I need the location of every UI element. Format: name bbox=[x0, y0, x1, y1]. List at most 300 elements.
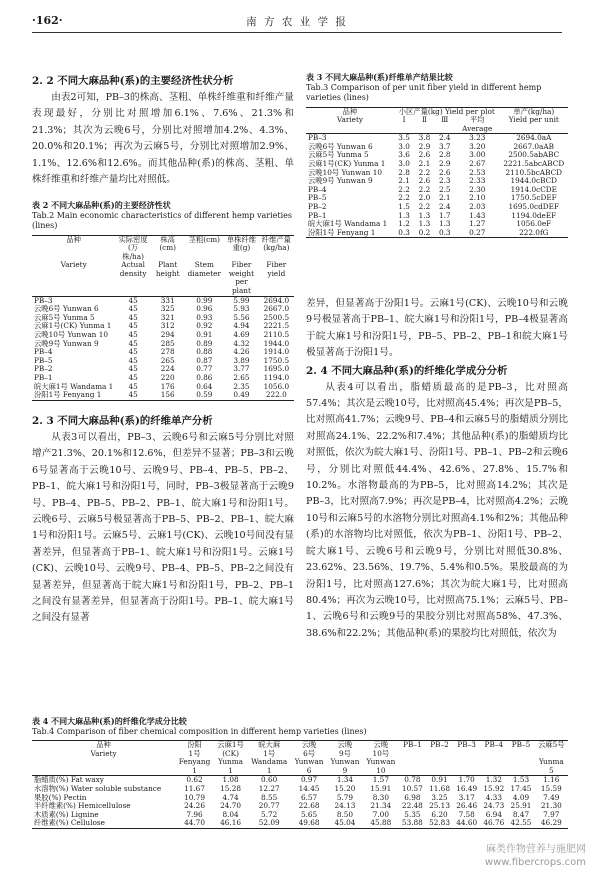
table-cell: 52.09 bbox=[247, 819, 291, 828]
table-cell: 云晚10号 Yunwan 10 bbox=[308, 167, 382, 177]
table-cell: 15.59 bbox=[540, 783, 562, 793]
table-cell: 222.0fG bbox=[500, 229, 568, 238]
table-cell: 0.27 bbox=[455, 229, 500, 238]
table-header-cell: PB–5 bbox=[507, 741, 534, 750]
table-cell: 45 bbox=[128, 364, 138, 374]
paragraph: 从表4可以看出，脂蜡质最高的是PB–3，比对照高57.4%；其次是云晚10号，比对照高45.4%；再次是PB–5，比对照高41.7%；云晚9号、PB–4和云麻5号的脂蜡质分别比对照高24.1%、22.2%和7.4%；其他品种(系)的脂蜡质均比对照低，依次为皖大麻1号、汾阳1号、PB–1、PB–2和云晚6号，分别比对照低44.4%、42.6%、27.8%、15.7%和10.2%。水溶物最高的为PB–5，比对照高14.2%；其次是PB–3，比对照高7.9%；再次是PB–4，比对照高4.2%；云晚10号和云麻5号的水溶物分别比对照高4.1%和2%；其他品种(系)的水溶物均比对照低，依次为PB–1、汾阳1号、PB–2、皖大麻1号、云晚6号和云晚9号，分别比对照低30.8%、23.62%、23.56%、19.7%、5.4%和0.5%。果胶最高的为汾阳1号，比对照高127.6%；其次为皖大麻1号，比对照高80.4%；再次为云晚10号，比对照高75.1%；云麻5号、PB–1、云晚6号和云晚9号的果胶分别比对照高58%、47.3%、38.6%和22.2%；其他品种(系)的果胶均比对照低，依次为 bbox=[306, 381, 568, 639]
table-cell: 11.67 bbox=[184, 783, 205, 793]
table-cell: 2.5 bbox=[438, 184, 451, 194]
table-4 bbox=[32, 740, 568, 829]
table-cell: 0.49 bbox=[224, 391, 259, 400]
table-cell: 4.74 bbox=[222, 792, 239, 802]
table-cell: 2.1 bbox=[418, 159, 431, 169]
table-cell: 3.7 bbox=[438, 141, 451, 151]
table-cell: 22.68 bbox=[298, 801, 320, 811]
table-cell: 3.8 bbox=[414, 134, 434, 143]
table-header-cell: 品种 bbox=[306, 107, 394, 116]
right-column-text bbox=[306, 296, 568, 642]
table-2-block bbox=[32, 200, 294, 401]
table-cell: 2.67 bbox=[469, 159, 486, 169]
table-header-cell bbox=[507, 750, 534, 759]
table-cell: 45 bbox=[128, 321, 138, 331]
table-row bbox=[32, 235, 294, 261]
table-cell: 0.77 bbox=[196, 364, 213, 374]
table-cell: PB–5 bbox=[34, 355, 53, 365]
table-cell: 2221.5abcABCD bbox=[503, 159, 565, 169]
table-cell: 25.91 bbox=[510, 801, 532, 811]
table-header-cell: 纤维产量(kg/ha) bbox=[259, 235, 294, 261]
table-cell: 云晚9号 Yunwan 9 bbox=[34, 338, 99, 348]
table-cell: 45 bbox=[128, 381, 138, 391]
table-cell: 1.32 bbox=[480, 776, 507, 785]
table-cell: 1.3 bbox=[398, 210, 410, 220]
table-cell: 6.20 bbox=[431, 809, 448, 819]
table-cell: 云麻1号(CK) Yunma 1 bbox=[34, 321, 112, 331]
table-cell: 24.26 bbox=[184, 801, 205, 811]
table-cell: 0.96 bbox=[196, 304, 213, 314]
table-header-cell: 小区产量(kg) Yield per plot bbox=[394, 107, 500, 116]
table-header-cell: Variety bbox=[60, 260, 87, 270]
table-cell: 5.56 bbox=[233, 312, 250, 322]
section-2-3 bbox=[32, 412, 294, 627]
table-cell: 25.13 bbox=[429, 801, 450, 811]
page-number: ·162· bbox=[32, 14, 63, 27]
table-header-cell: Average bbox=[462, 123, 493, 133]
table-header-cell: Yunwan bbox=[294, 757, 324, 767]
table-cell: 2.8 bbox=[398, 167, 410, 177]
table-cell: 1.2 bbox=[398, 219, 410, 229]
table-cell: 4.94 bbox=[233, 321, 250, 331]
table-cell: 果胶(%) Pectin bbox=[34, 792, 87, 802]
table-header-cell: Ⅰ bbox=[402, 115, 406, 125]
table-row bbox=[32, 819, 568, 828]
table-header-cell: 云麻1号 bbox=[214, 741, 247, 750]
table-cell: 1695.0 bbox=[263, 364, 290, 374]
table-cell: 云晚10号 Yunwan 10 bbox=[34, 330, 108, 340]
table-2 bbox=[32, 235, 294, 401]
table-cell: 1.57 bbox=[363, 776, 399, 785]
table-cell: 45 bbox=[128, 338, 138, 348]
table-cell: 21.34 bbox=[370, 801, 392, 811]
table-cell: 1056.0 bbox=[263, 381, 290, 391]
table-header-cell: 5 bbox=[548, 765, 554, 775]
table-cell: 5.99 bbox=[224, 296, 259, 305]
table-header-cell bbox=[399, 750, 426, 759]
table-cell: 云麻5号 Yunma 5 bbox=[308, 150, 369, 160]
table-cell: 46.76 bbox=[480, 819, 507, 828]
table-cell: 1695.0cdDEF bbox=[508, 202, 560, 212]
table-3 bbox=[306, 107, 568, 239]
table-cell: 云晚6号 Yunwan 6 bbox=[308, 141, 373, 151]
table-header-cell: Yunma bbox=[538, 757, 564, 767]
table-cell: 224 bbox=[160, 364, 175, 374]
table-row bbox=[306, 229, 568, 238]
table-cell: 木质素(%) Lignine bbox=[34, 809, 99, 819]
section-heading: 2. 2 不同大麻品种(系)的主要经济性状分析 bbox=[32, 75, 234, 87]
table-header-cell bbox=[453, 750, 480, 759]
table-cell: 1914.0cCDE bbox=[510, 184, 557, 194]
table-cell: 321 bbox=[160, 312, 175, 322]
table-cell: 24.13 bbox=[334, 801, 356, 811]
table-cell: 1.53 bbox=[507, 776, 534, 785]
table-cell: 45 bbox=[128, 330, 138, 340]
table-cell: 45 bbox=[128, 304, 138, 314]
table-header-cell: Ⅱ bbox=[421, 115, 427, 125]
table-cell: 2.2 bbox=[418, 184, 431, 194]
table-cell: 15.91 bbox=[370, 783, 392, 793]
table-cell: 4.09 bbox=[512, 792, 530, 802]
table-header-cell: 6号 bbox=[303, 748, 316, 758]
table-header-cell: 茎粗(cm) bbox=[184, 235, 224, 261]
section-2-2 bbox=[32, 72, 294, 188]
table-cell: 2.8 bbox=[438, 150, 451, 160]
table-4-block bbox=[32, 716, 568, 829]
table-cell: 皖大麻1号 Wandama 1 bbox=[308, 219, 388, 229]
table-cell: 7.00 bbox=[372, 809, 389, 819]
table-cell: 1.08 bbox=[214, 776, 247, 785]
table-cell: PB–4 bbox=[34, 347, 53, 357]
table-cell: 3.77 bbox=[233, 364, 250, 374]
table-cell: 0.91 bbox=[426, 776, 453, 785]
table-cell: 7.97 bbox=[543, 809, 560, 819]
table-header-cell: 云晚 bbox=[291, 741, 327, 750]
table-header-cell: PB–2 bbox=[426, 741, 453, 750]
table-cell: 5.65 bbox=[300, 809, 318, 819]
table-cell: 4.32 bbox=[233, 338, 250, 348]
table-cell: 278 bbox=[160, 347, 175, 357]
table-cell: 1.16 bbox=[535, 776, 568, 785]
table-cell: 2.1 bbox=[438, 193, 451, 203]
table-cell: 汾阳1号 Fenyang 1 bbox=[32, 391, 115, 400]
section-heading: 2. 3 不同大麻品种(系)的纤维单产分析 bbox=[32, 415, 213, 427]
table-cell: PB–1 bbox=[308, 210, 327, 220]
table-cell: 10.79 bbox=[184, 792, 205, 802]
table-cell: 水溶物(%) Water soluble substance bbox=[34, 783, 162, 793]
table-cell: 5.79 bbox=[336, 792, 354, 802]
table-header-cell: 9号 bbox=[338, 748, 351, 758]
table-cell: 46.16 bbox=[214, 819, 247, 828]
table-header-cell: 1 bbox=[266, 765, 272, 775]
table-cell: 2.2 bbox=[418, 202, 431, 212]
table-header-cell: (CK) bbox=[222, 748, 239, 758]
watermark-line: 麻类作物营养与施肥网 bbox=[486, 844, 586, 855]
table-cell: 1750.5 bbox=[263, 355, 290, 365]
table-cell: 脂蜡质(%) Fat waxy bbox=[32, 776, 175, 785]
table-header-cell: 株高(cm) bbox=[151, 235, 185, 261]
table-cell: 2.53 bbox=[469, 167, 486, 177]
table-header-cell: Yunwan bbox=[330, 757, 360, 767]
table-header-cell: PB–4 bbox=[480, 741, 507, 750]
table-cell: 0.88 bbox=[196, 347, 213, 357]
table-cell: 3.89 bbox=[233, 355, 250, 365]
table-header-cell bbox=[32, 758, 175, 767]
table-cell: 4.26 bbox=[233, 347, 250, 357]
table-header-cell: Variety bbox=[336, 115, 364, 125]
table-cell: 2.1 bbox=[398, 176, 410, 186]
table-cell: 2.2 bbox=[418, 167, 431, 177]
table-cell: 45 bbox=[128, 347, 138, 357]
table-header-cell: 10 bbox=[376, 765, 386, 775]
table-cell: 8.50 bbox=[336, 809, 354, 819]
table-row bbox=[32, 391, 294, 400]
table-cell: 45 bbox=[115, 391, 151, 400]
paragraph: 从表3可以看出，PB–3、云晚6号和云麻5号分别比对照增产21.3%、20.1%和12.6%，但差异不显著；PB–3和云晚6号显著高于云晚10号、云晚9号、PB–4、PB–5、PB–2、PB–1、皖大麻1号和汾阳1号，同时，PB–3极显著高于云晚9号、PB–4、PB–5、PB–2、PB–1、皖大麻1号和汾阳1号。云晚6号、云麻5号极显著高于PB–5、PB–2、PB–1、皖大麻1号和汾阳1号。云麻5号、云麻1号(CK)、云晚10号间没有显著差异，但显著高于PB–1、皖大麻1号和汾阳1号。云麻1号(CK)、云晚10号、云晚9号、PB–4、PB–5、PB–2之间没有显著差异，但显著高于皖大麻1号和汾阳1号，PB–2、PB–1之间没有显著差异，但显著高于汾阳1号。PB–1、皖大麻1号之间没有显著 bbox=[32, 432, 294, 624]
table-cell: PB–4 bbox=[308, 184, 327, 194]
table-cell: 7.96 bbox=[186, 809, 203, 819]
table-caption-cn: 表 3 不同大麻品种(系)纤维单产结果比较 bbox=[306, 72, 453, 82]
table-cell: 1.70 bbox=[453, 776, 480, 785]
table-cell: 2221.5 bbox=[263, 321, 290, 331]
table-cell: 半纤维素(%) Hemicellulose bbox=[34, 801, 131, 811]
table-cell: 52.83 bbox=[426, 819, 453, 828]
table-cell: 8.47 bbox=[512, 809, 530, 819]
table-cell: 0.60 bbox=[247, 776, 291, 785]
table-caption-en: Tab.2 Main economic characteristics of different hemp varieties (lines) bbox=[32, 210, 293, 230]
table-cell: 2.6 bbox=[418, 150, 431, 160]
table-cell: 10.57 bbox=[401, 783, 423, 793]
table-header-cell: 云晚 bbox=[327, 741, 363, 750]
table-cell: 0.2 bbox=[414, 229, 434, 238]
table-cell: 0.59 bbox=[184, 391, 224, 400]
table-cell: 0.93 bbox=[196, 312, 213, 322]
table-cell: 156 bbox=[151, 391, 185, 400]
table-header-cell bbox=[453, 758, 480, 767]
table-cell: 1194.0 bbox=[263, 373, 290, 382]
table-header-cell: PB–1 bbox=[399, 741, 426, 750]
table-header-cell: PB–3 bbox=[453, 741, 480, 750]
table-header-cell bbox=[480, 758, 507, 767]
table-header-cell: 1号 bbox=[263, 748, 276, 758]
table-header-cell: 平均 bbox=[469, 115, 485, 125]
table-cell: 8.55 bbox=[261, 792, 278, 802]
table-cell: 2.9 bbox=[438, 159, 451, 169]
table-cell: 8.04 bbox=[222, 809, 239, 819]
table-header-cell: 6 bbox=[306, 765, 312, 775]
table-cell: 2500.5 bbox=[263, 312, 290, 322]
table-cell: 220 bbox=[160, 373, 175, 382]
table-cell: 2.4 bbox=[435, 134, 455, 143]
table-cell: 222.0 bbox=[259, 391, 294, 400]
table-header-cell: 1号 bbox=[188, 748, 201, 758]
table-cell: 1.3 bbox=[418, 219, 431, 229]
table-cell: 2.03 bbox=[469, 202, 486, 212]
table-header-cell: 实际密度(万株/ha) bbox=[115, 235, 151, 261]
table-cell: 2.30 bbox=[469, 184, 486, 194]
table-cell: 6.57 bbox=[300, 792, 318, 802]
table-cell: 26.46 bbox=[456, 801, 478, 811]
table-cell: 2110.5 bbox=[263, 330, 290, 340]
table-header-cell bbox=[426, 750, 453, 759]
watermark-line: www.fibercrops.com bbox=[484, 857, 586, 868]
table-cell: PB–2 bbox=[34, 364, 53, 374]
table-cell: 294 bbox=[160, 330, 175, 340]
table-cell: 45 bbox=[128, 355, 138, 365]
table-cell: 176 bbox=[160, 381, 175, 391]
table-cell: 3.23 bbox=[455, 134, 500, 143]
table-cell: 1194.0deEF bbox=[511, 210, 557, 220]
table-cell: 45.88 bbox=[363, 819, 399, 828]
table-cell: PB–5 bbox=[308, 193, 327, 203]
table-cell: 0.3 bbox=[394, 229, 414, 238]
table-cell: 云麻1号(CK) Yunma 1 bbox=[308, 159, 386, 169]
table-cell: 1944.0 bbox=[263, 338, 290, 348]
table-cell: 0.87 bbox=[196, 355, 213, 365]
table-cell: 2694.0aA bbox=[500, 134, 568, 143]
table-header-cell: 9 bbox=[342, 765, 348, 775]
table-cell: 3.5 bbox=[394, 134, 414, 143]
table-cell: 3.17 bbox=[458, 792, 475, 802]
table-cell: 1.3 bbox=[418, 210, 431, 220]
table-cell: 312 bbox=[160, 321, 175, 331]
table-caption-en: Tab.3 Comparison of per unit fiber yield in different hemp varieties (lines) bbox=[306, 82, 542, 102]
table-cell: 0.89 bbox=[196, 338, 213, 348]
table-header-cell: 云晚 bbox=[363, 741, 399, 750]
table-row bbox=[32, 758, 568, 767]
table-header-cell: Stem diameter bbox=[187, 260, 221, 278]
table-cell: 4.69 bbox=[233, 330, 250, 340]
table-cell: 汾阳1号 Fenyang 1 bbox=[306, 229, 394, 238]
table-header-cell bbox=[399, 758, 426, 767]
table-cell: 1.43 bbox=[469, 210, 486, 220]
table-cell: 5.93 bbox=[233, 304, 250, 314]
table-cell: 325 bbox=[160, 304, 175, 314]
table-header-cell: Fiber yield bbox=[266, 260, 287, 278]
table-cell: 45 bbox=[128, 373, 138, 382]
table-cell: 3.25 bbox=[431, 792, 448, 802]
table-header-cell: Fiber weight per plant bbox=[228, 260, 255, 296]
table-cell: 20.77 bbox=[258, 801, 280, 811]
table-cell: 331 bbox=[151, 296, 185, 305]
table-cell: 44.60 bbox=[453, 819, 480, 828]
table-cell: 5.72 bbox=[261, 809, 278, 819]
table-header-cell: Wandama bbox=[251, 757, 288, 767]
table-cell: 49.68 bbox=[291, 819, 327, 828]
table-cell: 17.45 bbox=[510, 783, 532, 793]
table-cell: 53.88 bbox=[399, 819, 426, 828]
table-cell: 7.58 bbox=[458, 809, 475, 819]
table-header-cell: 单产(kg/ha) bbox=[500, 107, 568, 116]
table-cell: 2110.5bcABCD bbox=[505, 167, 563, 177]
table-cell: 45.04 bbox=[327, 819, 363, 828]
table-cell: 0.62 bbox=[175, 776, 214, 785]
table-header-cell: 云麻5号 bbox=[535, 741, 568, 750]
table-header-cell: Yunwan bbox=[366, 757, 396, 767]
table-cell: PB–3 bbox=[32, 296, 115, 305]
table-cell: 0.91 bbox=[196, 330, 213, 340]
table-header-cell: 10号 bbox=[372, 748, 390, 758]
table-cell: PB–1 bbox=[34, 373, 53, 382]
table-cell: 12.27 bbox=[258, 783, 280, 793]
table-cell: 1.7 bbox=[438, 210, 451, 220]
table-cell: 1.27 bbox=[469, 219, 486, 229]
paragraph: 由表2可知，PB–3的株高、茎粗、单株纤维重和纤维产量表现最好，分别比对照增加6.1%、7.6%、21.3%和21.3%；其次为云晚6号，分别比对照增加4.2%、4.3%、20.0%和20.1%；再次为云麻5号，分别比对照增加2.9%、1.1%、12.6%和12.6%。而其他品种(系)的株高、茎粗、单株纤维重和纤维产量均比对照低。 bbox=[32, 92, 294, 186]
table-cell: 15.92 bbox=[483, 783, 505, 793]
table-cell: 0.78 bbox=[399, 776, 426, 785]
table-cell: 1.3 bbox=[438, 219, 451, 229]
table-cell: PB–3 bbox=[306, 134, 394, 143]
table-cell: 0.3 bbox=[435, 229, 455, 238]
table-cell: 2.33 bbox=[469, 176, 486, 186]
table-caption-cn: 表 4 不同大麻品种(系)的纤维化学成分比较 bbox=[32, 716, 187, 726]
table-cell: 2.4 bbox=[438, 202, 451, 212]
table-cell: 2667.0aAB bbox=[513, 141, 555, 151]
table-header-cell: Yunma bbox=[218, 757, 243, 767]
table-cell: 45 bbox=[128, 312, 138, 322]
table-cell: 46.29 bbox=[535, 819, 568, 828]
table-header-cell: Actual density bbox=[119, 260, 147, 278]
table-cell: 皖大麻1号 Wandama 1 bbox=[34, 381, 114, 391]
table-cell: 3.6 bbox=[398, 150, 410, 160]
table-cell: 3.00 bbox=[469, 150, 486, 160]
table-cell: 2.6 bbox=[418, 176, 431, 186]
table-header-cell: Variety bbox=[90, 748, 117, 758]
table-cell: 22.48 bbox=[401, 801, 423, 811]
table-cell: 6.98 bbox=[404, 792, 421, 802]
table-cell: 24.70 bbox=[220, 801, 242, 811]
table-cell: 2.6 bbox=[438, 167, 451, 177]
table-cell: 1944.0cBCD bbox=[510, 176, 558, 186]
table-cell: 24.73 bbox=[483, 801, 505, 811]
table-header-cell bbox=[426, 758, 453, 767]
table-cell: PB–2 bbox=[308, 202, 327, 212]
table-cell: 2.65 bbox=[233, 373, 250, 382]
table-header-cell bbox=[480, 750, 507, 759]
table-cell: 0.86 bbox=[196, 373, 213, 382]
paragraph: 差异，但显著高于汾阳1号。云麻1号(CK)、云晚10号和云晚9号极显著高于PB–1、皖大麻1号和汾阳1号，PB–4极显著高于皖大麻1号和汾阳1号，PB–5、PB–2、PB–1和皖大麻1号极显著高于汾阳1号。 bbox=[306, 298, 568, 359]
table-cell: 2.2 bbox=[398, 184, 410, 194]
running-header bbox=[32, 12, 562, 33]
table-cell: 4.33 bbox=[485, 792, 502, 802]
table-cell: 0.64 bbox=[196, 381, 213, 391]
table-3-block bbox=[306, 72, 568, 238]
table-cell: 3.0 bbox=[398, 141, 410, 151]
table-cell: 云晚6号 Yunwan 6 bbox=[34, 304, 99, 314]
table-row bbox=[306, 116, 568, 125]
table-header-cell: 汾阳 bbox=[175, 741, 214, 750]
table-header-cell: Yield per unit bbox=[508, 115, 559, 125]
table-header-cell: 1 bbox=[192, 765, 197, 775]
table-cell: 1056.0eF bbox=[516, 219, 552, 229]
table-cell: 0.97 bbox=[291, 776, 327, 785]
table-cell: 2667.0 bbox=[263, 304, 290, 314]
table-cell: 1914.0 bbox=[263, 347, 290, 357]
table-cell: 2.9 bbox=[418, 141, 431, 151]
table-caption-en: Tab.4 Comparison of fiber chemical composition in different hemp varieties (lines) bbox=[32, 726, 367, 736]
table-cell: 2694.0 bbox=[259, 296, 294, 305]
section-heading: 2. 4 不同大麻品种(系)的纤维化学成分分析 bbox=[306, 364, 508, 377]
table-cell: 云晚9号 Yunwan 9 bbox=[308, 176, 373, 186]
table-header-cell: Plant height bbox=[155, 260, 180, 278]
table-cell: 14.45 bbox=[298, 783, 320, 793]
table-cell: 2500.5abABC bbox=[508, 150, 560, 160]
table-row bbox=[32, 261, 294, 296]
table-cell: 15.20 bbox=[334, 783, 356, 793]
table-cell: 6.94 bbox=[485, 809, 502, 819]
table-cell: 2.0 bbox=[418, 193, 431, 203]
table-cell: 42.55 bbox=[507, 819, 534, 828]
table-cell: 0.99 bbox=[184, 296, 224, 305]
table-header-cell: 皖大麻 bbox=[247, 741, 291, 750]
table-header-cell: 1 bbox=[228, 765, 233, 775]
table-cell: 纤维素(%) Cellulose bbox=[32, 819, 175, 828]
table-header-cell bbox=[507, 758, 534, 767]
table-header-cell: 品种 bbox=[32, 235, 115, 261]
table-cell: 2.35 bbox=[233, 381, 250, 391]
table-cell: 1.34 bbox=[327, 776, 363, 785]
table-cell: 2.3 bbox=[438, 176, 451, 186]
table-cell: 0.92 bbox=[196, 321, 213, 331]
table-header-cell: Ⅲ bbox=[441, 115, 449, 125]
